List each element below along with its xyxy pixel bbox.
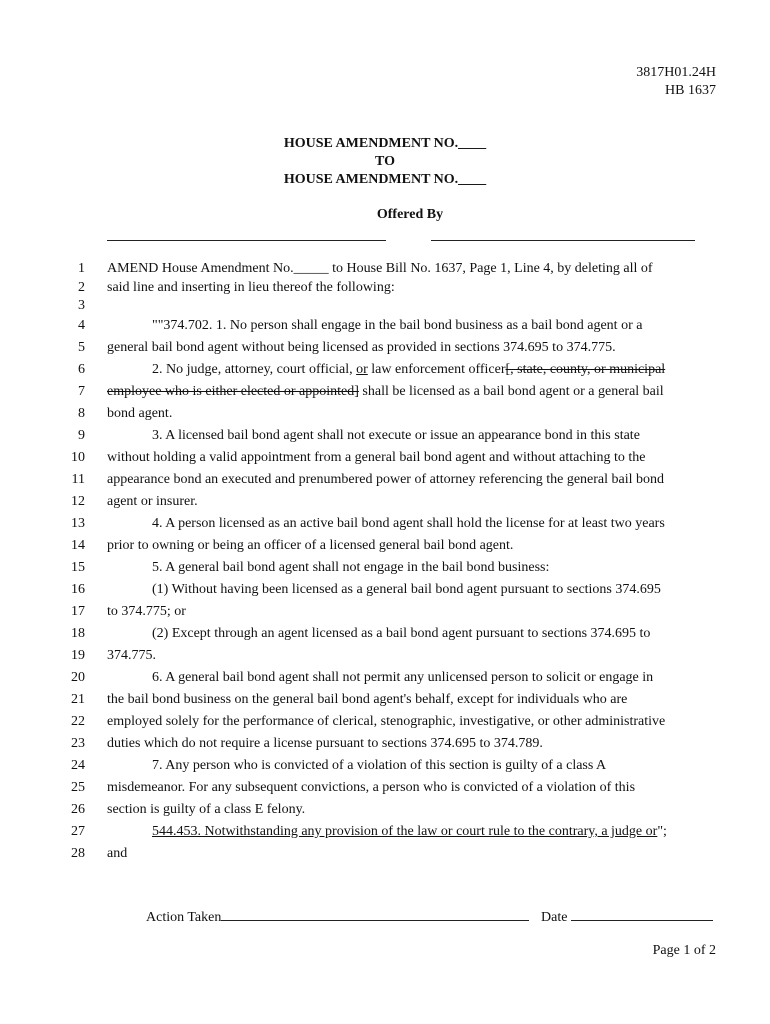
- signature-line-left: [107, 240, 386, 241]
- body-line: [0, 824, 770, 844]
- line-number: 24: [71, 758, 85, 773]
- body-line: [0, 758, 770, 778]
- line-number: 1: [78, 261, 85, 276]
- body-line: [0, 340, 770, 360]
- line-text: 3. A licensed bail bond agent shall not execute or issue an appearance bond in this state: [152, 428, 640, 443]
- line-text: (1) Without having been licensed as a general bail bond agent pursuant to sections 374.695: [152, 582, 661, 597]
- body-line: [0, 516, 770, 536]
- date-field: [541, 907, 713, 926]
- body-line: [0, 406, 770, 426]
- line-text: 5. A general bail bond agent shall not engage in the bail bond business:: [152, 560, 550, 575]
- body-line: [0, 318, 770, 338]
- body-line: [0, 670, 770, 690]
- body-line: [0, 648, 770, 668]
- line-number: 13: [71, 516, 85, 531]
- line-number: 3: [78, 298, 85, 313]
- body-line: [0, 538, 770, 558]
- body-line: [0, 582, 770, 602]
- line-number: 16: [71, 582, 85, 597]
- line-text: (2) Except through an agent licensed as a bail bond agent pursuant to sections 374.695 to: [152, 626, 651, 641]
- line-number: 11: [71, 472, 85, 487]
- line-text: general bail bond agent without being licensed as provided in sections 374.695 to 374.775.: [107, 340, 616, 355]
- body-line: [0, 802, 770, 822]
- line-text: 7. Any person who is convicted of a violation of this section is guilty of a class A: [152, 758, 607, 773]
- line-number: 19: [71, 648, 85, 663]
- line-text: 6. A general bail bond agent shall not permit any unlicensed person to solicit or engage in: [152, 670, 654, 685]
- line-text: duties which do not require a license pursuant to sections 374.695 to 374.789.: [107, 736, 543, 751]
- line-text: said line and inserting in lieu thereof the following:: [107, 280, 395, 295]
- line-text: bond agent.: [107, 406, 173, 421]
- line-text: 374.775.: [107, 648, 156, 663]
- line-text: misdemeanor. For any subsequent convictions, a person who is convicted of a violation of this: [107, 780, 636, 795]
- line-text: the bail bond business on the general bail bond agent's behalf, except for individuals who are: [107, 692, 628, 707]
- line-number: 26: [71, 802, 85, 817]
- line-number: 27: [71, 824, 85, 839]
- line-number: 14: [71, 538, 85, 553]
- body-line: [0, 846, 770, 866]
- text-segment: 2. No judge, attorney, court official,: [152, 362, 357, 377]
- body-line: [0, 714, 770, 734]
- line-text: to 374.775; or: [107, 604, 186, 619]
- deleted-text: [, state, county, or municipal: [505, 362, 666, 377]
- body-line: [0, 604, 770, 624]
- body-line: [0, 384, 770, 404]
- line-number: 21: [71, 692, 85, 707]
- date-label: Date: [541, 910, 568, 925]
- title-line-2: TO: [375, 154, 395, 169]
- date-line: [571, 907, 713, 921]
- body-line: [0, 298, 770, 318]
- line-number: 6: [78, 362, 85, 377]
- bill-number: HB 1637: [665, 83, 716, 98]
- line-number: 5: [78, 340, 85, 355]
- line-text: appearance bond an executed and prenumbered power of attorney referencing the general bail bond: [107, 472, 665, 487]
- body-line: [0, 736, 770, 756]
- body-line: [0, 780, 770, 800]
- body-line: [0, 560, 770, 580]
- line-number: 2: [78, 280, 85, 295]
- line-text: 4. A person licensed as an active bail bond agent shall hold the license for at least two years: [152, 516, 665, 531]
- line-text: [152, 824, 667, 840]
- line-text: [152, 362, 665, 378]
- body-line: [0, 626, 770, 646]
- line-text: employed solely for the performance of clerical, stenographic, investigative, or other administrative: [107, 714, 666, 729]
- body-line: [0, 428, 770, 448]
- title-line-3: HOUSE AMENDMENT NO.____: [283, 172, 487, 187]
- signature-line-right: [431, 240, 695, 241]
- body-line: [0, 692, 770, 712]
- offered-by-label: Offered By: [376, 207, 444, 222]
- text-segment: shall be licensed as a bail bond agent or a general bail: [358, 384, 664, 399]
- line-text: prior to owning or being an officer of a licensed general bail bond agent.: [107, 538, 514, 553]
- line-number: 18: [71, 626, 85, 641]
- body-line: [0, 450, 770, 470]
- action-taken-label: Action Taken: [146, 910, 222, 925]
- document-identifier: [636, 64, 716, 100]
- action-taken-line: [221, 907, 529, 921]
- line-text: ""374.702. 1. No person shall engage in the bail bond business as a bail bond agent or a: [152, 318, 643, 333]
- text-segment: ";: [657, 824, 667, 839]
- body-line: [0, 261, 770, 281]
- line-text: without holding a valid appointment from a general bail bond agent and without attaching to the: [107, 450, 646, 465]
- line-number: 28: [71, 846, 85, 861]
- line-number: 9: [78, 428, 85, 443]
- line-text: AMEND House Amendment No._____ to House Bill No. 1637, Page 1, Line 4, by deleting all of: [107, 261, 653, 276]
- body-line: [0, 494, 770, 514]
- deleted-text: employee who is either elected or appointed]: [107, 384, 359, 399]
- body-line: [0, 280, 770, 300]
- action-taken-field: [146, 907, 529, 926]
- text-segment: law enforcement officer: [367, 362, 506, 377]
- line-number: 15: [71, 560, 85, 575]
- line-number: 20: [71, 670, 85, 685]
- inserted-text: 544.453. Notwithstanding any provision of the law or court rule to the contrary, a judge or: [152, 824, 658, 839]
- line-number: 12: [71, 494, 85, 509]
- line-text: and: [107, 846, 128, 861]
- body-line: [0, 472, 770, 492]
- amendment-title: [0, 135, 770, 189]
- page-number: Page 1 of 2: [652, 943, 716, 958]
- line-number: 25: [71, 780, 85, 795]
- line-number: 22: [71, 714, 85, 729]
- line-number: 23: [71, 736, 85, 751]
- line-number: 17: [71, 604, 85, 619]
- inserted-text: or: [356, 362, 368, 377]
- line-number: 10: [71, 450, 85, 465]
- line-text: [107, 384, 664, 400]
- body-line: [0, 362, 770, 382]
- line-text: section is guilty of a class E felony.: [107, 802, 306, 817]
- line-number: 7: [78, 384, 85, 399]
- doc-code: 3817H01.24H: [636, 65, 716, 80]
- title-line-1: HOUSE AMENDMENT NO.____: [283, 136, 487, 151]
- line-text: agent or insurer.: [107, 494, 198, 509]
- line-number: 8: [78, 406, 85, 421]
- line-number: 4: [78, 318, 85, 333]
